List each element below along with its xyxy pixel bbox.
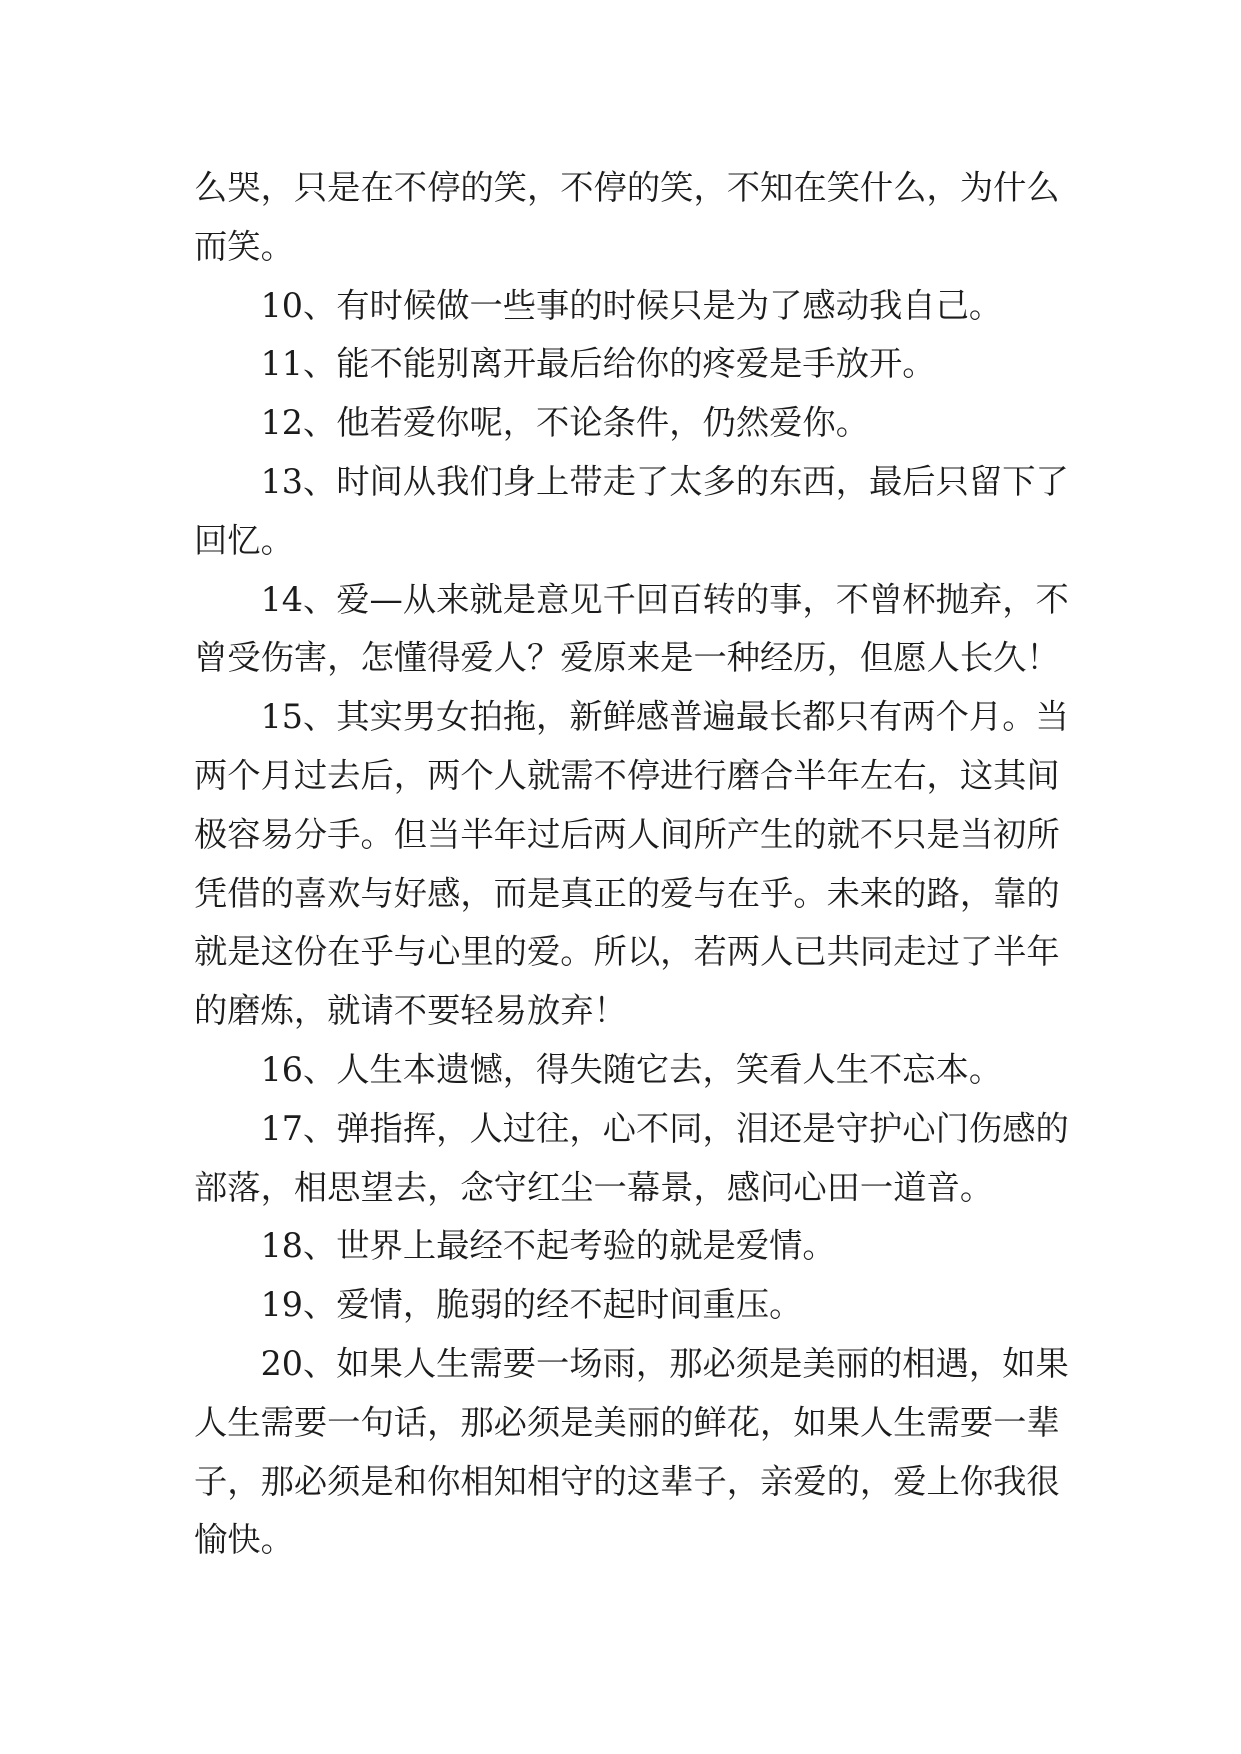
text-line: 的磨炼，就请不要轻易放弃！ <box>194 991 627 1031</box>
text-line: 10、有时候做一些事的时候只是为了感动我自己。 <box>260 285 1003 325</box>
text-line: 20、如果人生需要一场雨，那必须是美丽的相遇，如果 <box>260 1343 1069 1383</box>
paragraph-item-13 <box>194 453 1069 571</box>
paragraph-item-15 <box>194 688 1069 1041</box>
text-line: 愉快。 <box>194 1520 294 1560</box>
paragraph-item-16 <box>194 1041 1060 1100</box>
text-line: 16、人生本遗憾，得失随它去，笑看人生不忘本。 <box>260 1049 1003 1089</box>
text-line: 凭借的喜欢与好感，而是真正的爱与在乎。未来的路，靠的 <box>194 873 1060 913</box>
text-line: 17、弹指挥，人过往，心不同，泪还是守护心门伤感的 <box>260 1108 1069 1148</box>
text-line: 曾受伤害，怎懂得爱人？爱原来是一种经历，但愿人长久！ <box>194 638 1060 678</box>
body-text <box>194 159 1069 1570</box>
text-line: 13、时间从我们身上带走了太多的东西，最后只留下了 <box>260 461 1069 501</box>
text-line: 12、他若爱你呢，不论条件，仍然爱你。 <box>260 403 870 443</box>
text-line: 而笑。 <box>194 226 294 266</box>
text-line: 么哭，只是在不停的笑，不停的笑，不知在笑什么，为什么 <box>194 168 1060 207</box>
text-line: 19、爱情，脆弱的经不起时间重压。 <box>260 1285 803 1325</box>
text-line: 回忆。 <box>194 520 294 560</box>
paragraph-item-19 <box>194 1276 1060 1335</box>
paragraph-item-12 <box>194 394 1060 453</box>
text-line: 就是这份在乎与心里的爱。所以，若两人已共同走过了半年 <box>194 932 1060 972</box>
paragraph-item-10 <box>194 277 1060 336</box>
text-line: 11、能不能别离开最后给你的疼爱是手放开。 <box>260 344 936 384</box>
paragraph-item-11 <box>194 335 1060 394</box>
paragraph-continued <box>194 159 1060 277</box>
paragraph-item-17 <box>194 1100 1069 1218</box>
paragraph-item-18 <box>194 1217 1060 1276</box>
text-line: 部落，相思望去，念守红尘一幕景，感问心田一道音。 <box>194 1167 994 1207</box>
paragraph-item-20 <box>194 1335 1069 1570</box>
paragraph-item-14 <box>194 571 1069 689</box>
text-line: 子，那必须是和你相知相守的这辈子，亲爱的，爱上你我很 <box>194 1461 1060 1501</box>
text-line: 18、世界上最经不起考验的就是爱情。 <box>260 1226 836 1266</box>
text-line: 两个月过去后，两个人就需不停进行磨合半年左右，这其间 <box>194 755 1060 795</box>
text-line: 极容易分手。但当半年过后两人间所产生的就不只是当初所 <box>194 814 1060 854</box>
text-line: 人生需要一句话，那必须是美丽的鲜花，如果人生需要一辈 <box>194 1402 1060 1442</box>
text-line: 14、爱—从来就是意见千回百转的事，不曾杯抛弃，不 <box>260 579 1069 619</box>
text-line: 15、其实男女拍拖，新鲜感普遍最长都只有两个月。当 <box>260 697 1069 737</box>
